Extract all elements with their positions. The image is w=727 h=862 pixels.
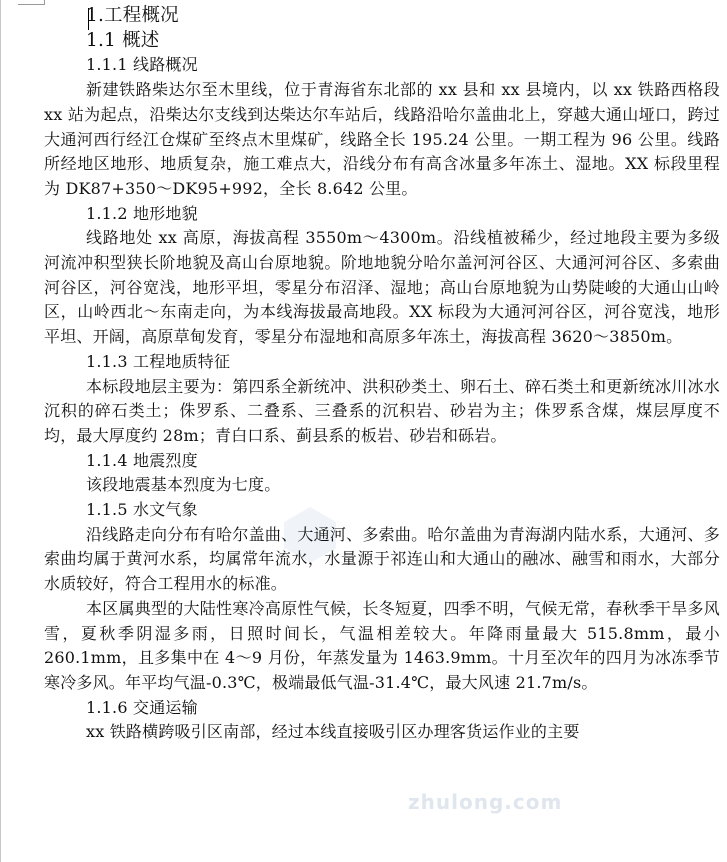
paragraph: 本区属典型的大陆性寒冷高原性气候，长冬短夏，四季不明，气候无常，春秋季干旱多风雪，夏秋季阴湿多雨，日照时间长，气温相差较大。年降雨量最大 515.8mm，最小 260.1mm，且多集中在 4～9 月份，年蒸发量为 1463.9mm。十月至次年的四月为冰冻季节寒冷多风。年平均气温-0.3℃，极端最低气温-31.4℃，最大风速 21.7m/s。 xyxy=(44,598,720,692)
heading3-title: 1.1.5 水文气象 xyxy=(86,500,198,520)
paragraph: xx 铁路横跨吸引区南部，经过本线直接吸引区办理客货运作业的主要 xyxy=(86,722,580,742)
paragraph: 本标段地层主要为：第四系全新统冲、洪积砂类土、卵石土、碎石类土和更新统冰川冰水沉积的碎石类土；侏罗系、二叠系、三叠系的沉积岩、砂岩为主；侏罗系含煤，煤层厚度不均，最大厚度约 28m；青白口系、蓟县系的板岩、砂岩和砾岩。 xyxy=(44,376,720,445)
heading3-title: 1.1.6 交通运输 xyxy=(86,697,198,717)
document-body[interactable] xyxy=(44,4,720,745)
heading3-title: 1.1.4 地震烈度 xyxy=(86,450,198,470)
heading2-title: 1.1 概述 xyxy=(86,29,160,51)
heading1-title: 1.工程概况 xyxy=(86,5,179,26)
heading3-title: 1.1.2 地形地貌 xyxy=(86,203,198,223)
watermark-text: zhulong.com xyxy=(408,790,563,814)
crop-mark xyxy=(18,4,44,5)
paragraph: 线路地处 xx 高原，海拔高程 3550m～4300m。沿线植被稀少，经过地段主要为多级河流冲积型狭长阶地貌及高山台原地貌。阶地地貌分哈尔盖河河谷区、大通河河谷区、多索曲河谷区，河谷宽浅，地形平坦，零星分布沼泽、湿地；高山台原地貌为山势陡峻的大通山山岭区，山岭西北～东南走向，为本线海拔最高地段。XX 标段为大通河河谷区，河谷宽浅，地形平坦、开阔，高原草甸发育，零星分布湿地和高原多年冻土，海拔高程 3620～3850m。 xyxy=(44,228,720,347)
paragraph: 沿线路走向分布有哈尔盖曲、大通河、多索曲。哈尔盖曲为青海湖内陆水系，大通河、多索曲均属于黄河水系，均属常年流水，水量源于祁连山和大通山的融冰、融雪和雨水，大部分水质较好，符合工程用水的标准。 xyxy=(44,524,720,594)
paragraph: 该段地震基本烈度为七度。 xyxy=(86,475,281,495)
heading3-title: 1.1.3 工程地质特征 xyxy=(86,351,231,371)
heading3-title: 1.1.1 线路概况 xyxy=(86,55,198,75)
paragraph: 新建铁路柴达尔至木里线，位于青海省东北部的 xx 县和 xx 县境内，以 xx 铁路西格段 xx 站为起点，沿柴达尔支线到达柴达尔车站后，线路沿哈尔盖曲北上，穿越大通山垭口，跨过大通河西行经江仓煤矿至终点木里煤矿，线路全长 195.24 公里。一期工程为 96 公里。线路所经地区地形、地质复杂，施工难点大，沿线分布有高含冰量多年冻土、湿地。XX 标段里程为 DK87+350～DK95+992，全长 8.642 公里。 xyxy=(44,80,720,198)
